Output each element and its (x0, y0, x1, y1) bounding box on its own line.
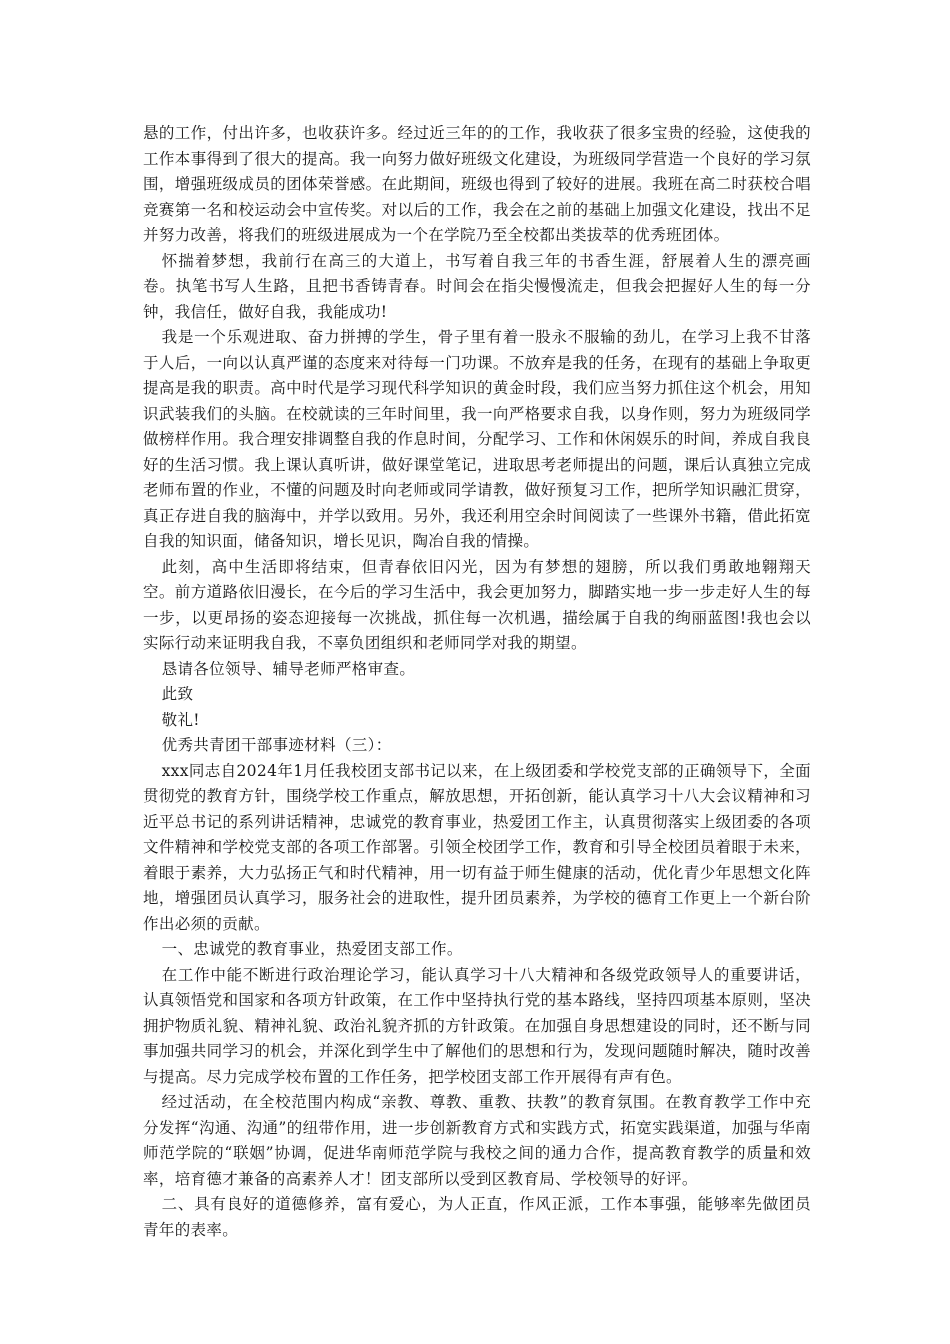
paragraph-request-review: 恳请各位领导、辅导老师严格审查。 (161, 659, 416, 678)
subheading-one: 一、忠诚党的教育事业，热爱团支部工作。 (161, 940, 463, 958)
subheading-two: 二、具有良好的道德修养，富有爱心，为人正直，作风正派，工作本事强，能够率先做团员青年的表率。 (143, 1195, 811, 1239)
document-body (143, 121, 811, 1243)
paragraph-class-culture: 悬的工作，付出许多，也收获许多。经过近三年的的工作，我收获了很多宝贵的经验，这使我的工作本事得到了很大的提高。我一向努力做好班级文化建设，为班级同学营造一个良好的学习氛围，增强班级成员的团体荣誉感。在此期间，班级也得到了较好的进展。我班在高二时获校合唱竞赛第一名和校运动会中宣传奖。对以后的工作，我会在之前的基础上加强文化建设，找出不足并努力改善，将我们的班级进展成为一个在学院乃至全校都出类拔萃的优秀班团体。 (143, 124, 811, 244)
paragraph-dream: 怀揣着梦想，我前行在高三的大道上，书写着自我三年的书香生涯，舒展着人生的漂亮画卷。执笔书写人生路，且把书香铸青春。时间会在指尖慢慢流走，但我会把握好人生的每一分钟，我信任，做好自我，我能成功! (143, 251, 811, 321)
paragraph-future: 此刻，高中生活即将结束，但青春依旧闪光，因为有梦想的翅膀，所以我们勇敢地翱翔天空。前方道路依旧漫长，在今后的学习生活中，我会更加努力，脚踏实地一步一步走好人生的每一步，以更昂扬的姿态迎接每一次挑战，抓住每一次机遇，描绘属于自我的绚丽蓝图!我也会以实际行动来证明我自我，不辜负团组织和老师同学对我的期望。 (143, 557, 811, 652)
closing-salutation: 此致 (161, 685, 194, 703)
paragraph-secretary-intro: xxx同志自2024年1月任我校团支部书记以来，在上级团委和学校党支部的正确领导下，全面贯彻党的教育方针，围绕学校工作重点，解放思想，开拓创新，能认真学习十八大会议精神和习近平总书记的系列讲话精神，忠诚党的教育事业，热爱团工作主，认真贯彻落实上级团委的各项文件精神和学校党支部的各项工作部署。引领全校团学工作，教育和引导全校团员着眼于未来，着眼于素养，大力弘扬正气和时代精神，用一切有益于师生健康的活动，优化青少年思想文化阵地，增强团员认真学习，服务社会的进取性，提升团员素养，为学校的德育工作更上一个新台阶作出必须的贡献。 (143, 761, 811, 933)
paragraph-political-study: 在工作中能不断进行政治理论学习，能认真学习十八大精神和各级党政领导人的重要讲话，认真领悟党和国家和各项方针政策，在工作中坚持执行党的基本路线，坚持四项基本原则，坚决拥护物质礼貌、精神礼貌、政治礼貌齐抓的方针政策。在加强自身思想建设的同时，还不断与同事加强共同学习的机会，并深化到学生中了解他们的思想和行为，发现问题随时解决，随时改善与提高。尽力完成学校布置的工作任务，把学校团支部工作开展得有声有色。 (143, 965, 811, 1086)
section-heading-material-three: 优秀共青团干部事迹材料（三）： (161, 736, 392, 754)
paragraph-activities: 经过活动，在全校范围内构成“亲教、尊教、重教、扶教”的教育氛围。在教育教学工作中充分发挥“沟通、沟通”的纽带作用，进一步创新教育方式和实践方式，拓宽实践渠道，加强与华南师范学院的“联姻”协调，促进华南师范学院与我校之间的通力合作，提高教育教学的质量和效率，培育德才兼备的高素养人才！团支部所以受到区教育局、学校领导的好评。 (143, 1093, 811, 1188)
closing-regards: 敬礼! (161, 710, 200, 729)
paragraph-study-attitude: 我是一个乐观进取、奋力拼搏的学生，骨子里有着一股永不服输的劲儿，在学习上我不甘落于人后，一向以认真严谨的态度来对待每一门功课。不放弃是我的任务，在现有的基础上争取更提高是我的职责。高中时代是学习现代科学知识的黄金时段，我们应当努力抓住这个机会，用知识武装我们的头脑。在校就读的三年时间里，我一向严格要求自我，以身作则，努力为班级同学做榜样作用。我合理安排调整自我的作息时间，分配学习、工作和休闲娱乐的时间，养成自我良好的生活习惯。我上课认真听讲，做好课堂笔记，进取思考老师提出的问题，课后认真独立完成老师布置的作业，不懂的问题及时向老师或同学请教，做好预复习工作，把所学知识融汇贯穿，真正存进自我的脑海中，并学以致用。另外，我还利用空余时间阅读了一些课外书籍，借此拓宽自我的知识面，储备知识，增长见识，陶冶自我的情操。 (143, 328, 811, 550)
